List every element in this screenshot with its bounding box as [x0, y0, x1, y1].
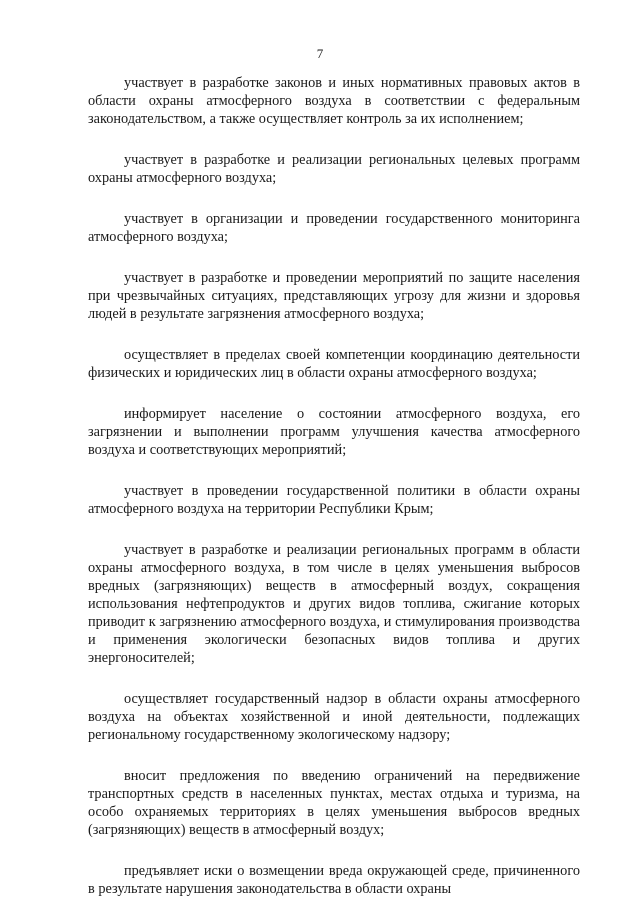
paragraph: участвует в проведении государственной политики в области охраны атмосферного воздуха на территории Республики Крым;: [88, 483, 580, 517]
paragraph: осуществляет государственный надзор в области охраны атмосферного воздуха на объектах хозяйственной и иной деятельности, подлежащих региональному государственному экологическому надзору;: [88, 691, 580, 743]
paragraph: участвует в разработке и реализации региональных целевых программ охраны атмосферного воздуха;: [88, 152, 580, 186]
document-body: [88, 74, 580, 921]
paragraph: участвует в организации и проведении государственного мониторинга атмосферного воздуха;: [88, 211, 580, 245]
page-number: 7: [316, 46, 324, 61]
paragraph: предъявляет иски о возмещении вреда окружающей среде, причиненного в результате нарушения законодательства в области охраны: [88, 863, 580, 897]
paragraph: вносит предложения по введению ограничений на передвижение транспортных средств в населенных пунктах, местах отдыха и туризма, на особо охраняемых территориях в целях уменьшения выбросов вредных (загрязняющих) веществ в атмосферный воздух;: [88, 768, 580, 838]
paragraph: участвует в разработке законов и иных нормативных правовых актов в области охраны атмосферного воздуха в соответствии с федеральным законодательством, а также осуществляет контроль за их исполнением;: [88, 75, 580, 127]
paragraph: участвует в разработке и проведении мероприятий по защите населения при чрезвычайных ситуациях, представляющих угрозу для жизни и здоровья людей в результате загрязнения атмосферного воздуха;: [88, 270, 580, 322]
paragraph: участвует в разработке и реализации региональных программ в области охраны атмосферного воздуха, в том числе в целях уменьшения выбросов вредных (загрязняющих) веществ в атмосферный воздух, сокращения использования нефтепродуктов и других видов топлива, сжигание которых приводит к загрязнению атмосферного воздуха, и стимулирования производства и применения экологически безопасных видов топлива и других энергоносителей;: [88, 542, 580, 666]
paragraph: информирует население о состоянии атмосферного воздуха, его загрязнении и выполнении программ улучшения качества атмосферного воздуха и соответствующих мероприятий;: [88, 406, 580, 458]
paragraph: осуществляет в пределах своей компетенции координацию деятельности физических и юридических лиц в области охраны атмосферного воздуха;: [88, 347, 580, 381]
